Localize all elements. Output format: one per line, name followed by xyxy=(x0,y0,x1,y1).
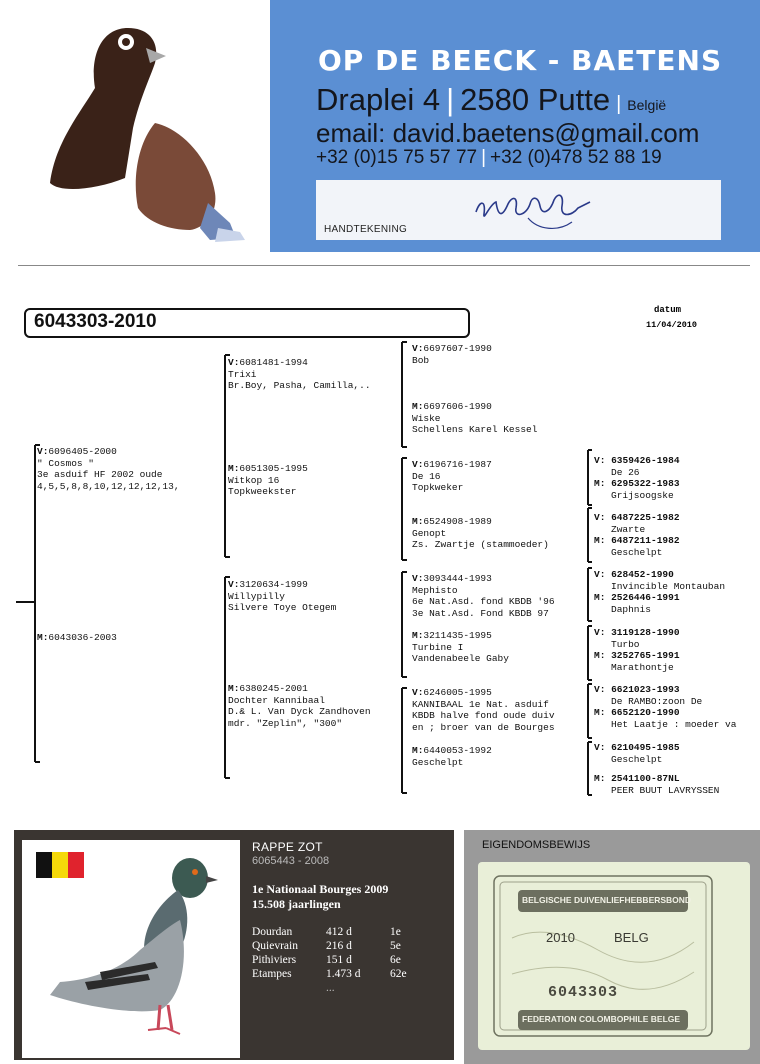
gen2-line: Dochter Kannibaal xyxy=(228,694,325,706)
gen2-entry xyxy=(228,463,308,498)
gen3-label: V: xyxy=(412,687,424,698)
certificate-org-top: BELGISCHE DUIVENLIEFHEBBERSBOND xyxy=(522,895,692,905)
gen3-entry xyxy=(412,745,492,768)
gen3-label: V: xyxy=(412,573,424,584)
gen4-sire-name: De 26 xyxy=(611,466,640,478)
gen3-line: Genopt xyxy=(412,527,447,539)
gen4-dam: M: 2526446-1991 xyxy=(594,592,680,603)
gen3-line: en ; broer van de Bourges xyxy=(412,721,555,733)
gen2-line: Willypilly xyxy=(228,590,286,602)
gen3-line: De 16 xyxy=(412,470,441,482)
country: België xyxy=(627,97,667,113)
dam-ring: 6043036-2003 xyxy=(48,632,117,643)
featured-title: 1e Nationaal Bourges 2009 xyxy=(252,882,389,896)
street: Draplei 4 xyxy=(316,82,441,117)
phone-1: +32 (0)15 75 57 77 xyxy=(316,147,478,168)
gen3-entry xyxy=(412,630,509,665)
sire-entry xyxy=(37,446,180,492)
gen3-entry xyxy=(412,687,555,733)
gen4-sire: V: 6621023-1993 xyxy=(594,684,680,695)
phone-2: +32 (0)478 52 88 19 xyxy=(490,147,662,168)
result-place: 62e xyxy=(390,968,407,980)
email-line: email: david.baetens@gmail.com xyxy=(316,118,700,148)
gen3-ring: 6524908-1989 xyxy=(423,516,492,527)
gen4-pair xyxy=(594,742,719,796)
gen4-pair xyxy=(594,627,680,673)
gen2-line: D.& L. Van Dyck Zandhoven xyxy=(228,706,371,717)
gen4-sire: V: 3119128-1990 xyxy=(594,627,680,638)
gen2-ring: 6051305-1995 xyxy=(239,463,308,474)
gen3-line: Zs. Zwartje (stammoeder) xyxy=(412,539,549,550)
result-more: ... xyxy=(326,982,335,994)
gen3-line: KANNIBAAL 1e Nat. asduif xyxy=(412,698,549,710)
gen3-label: M: xyxy=(412,630,424,641)
gen3-line: 6e Nat.Asd. fond KBDB '96 xyxy=(412,596,555,607)
result-race: Pithiviers xyxy=(252,954,297,966)
pigeon-photo-icon xyxy=(40,850,235,1040)
gen3-line: Bob xyxy=(412,354,430,366)
gen4-pair xyxy=(594,569,725,615)
pedigree-ring-number: 6043303-2010 xyxy=(34,311,157,332)
gen2-line: Trixi xyxy=(228,368,257,380)
result-distance: 151 d xyxy=(326,954,352,966)
dam-entry xyxy=(37,632,117,644)
result-distance: 1.473 d xyxy=(326,968,361,980)
gen2-entry xyxy=(228,357,371,392)
phone-line: +32 (0)15 75 57 77 | +32 (0)478 52 88 19 xyxy=(316,147,662,168)
gen4-pair xyxy=(594,512,680,558)
gen4-pair xyxy=(594,684,736,730)
sire-ring: 6096405-2000 xyxy=(48,446,117,457)
result-race: Etampes xyxy=(252,968,292,980)
gen4-dam: M: 6652120-1990 xyxy=(594,707,680,718)
gen3-line: Mephisto xyxy=(412,584,458,596)
gen3-label: M: xyxy=(412,516,424,527)
gen4-dam-name: Het Laatje : moeder va xyxy=(611,718,737,730)
gen4-pair xyxy=(594,455,680,501)
ownership-label: EIGENDOMSBEWIJS xyxy=(482,839,591,851)
sire-name: " Cosmos " xyxy=(37,457,95,469)
gen3-line: Geschelpt xyxy=(412,756,464,768)
gen3-label: V: xyxy=(412,343,424,354)
gen4-dam: M: 6487211-1982 xyxy=(594,535,680,546)
gen2-line: mdr. "Zeplin", "300" xyxy=(228,717,343,729)
certificate-org-bottom: FEDERATION COLOMBOPHILE BELGE xyxy=(522,1014,681,1024)
gen3-line: KBDB halve fond oude duiv xyxy=(412,710,555,721)
gen3-line: Vandenabeele Gaby xyxy=(412,653,509,664)
result-place: 6e xyxy=(390,954,401,966)
breeder-name: OP DE BEECK - BAETENS xyxy=(318,44,723,77)
result-place: 5e xyxy=(390,940,401,952)
gen3-ring: 6697607-1990 xyxy=(423,343,492,354)
gen4-sire: V: 6210495-1985 xyxy=(594,742,680,753)
gen3-line: Schellens Karel Kessel xyxy=(412,424,538,435)
gen4-dam: M: 2541100-87NL xyxy=(594,773,680,784)
gen3-ring: 6246005-1995 xyxy=(423,687,492,698)
gen4-dam: M: 6295322-1983 xyxy=(594,478,680,489)
datum-value: 11/04/2010 xyxy=(646,320,698,330)
certificate-ring: 6043303 xyxy=(548,984,619,1001)
gen2-label: M: xyxy=(228,683,240,694)
gen2-label: M: xyxy=(228,463,240,474)
datum-label: datum xyxy=(654,305,682,315)
gen2-entry xyxy=(228,683,371,729)
gen4-sire: V: 6487225-1982 xyxy=(594,512,680,523)
gen3-ring: 6440053-1992 xyxy=(423,745,492,756)
gen2-line: Witkop 16 xyxy=(228,474,280,486)
gen3-line: Topkweker xyxy=(412,482,464,493)
gen4-sire-name: Invincible Montauban xyxy=(611,580,726,592)
gen3-label: M: xyxy=(412,745,424,756)
gen4-dam-name: Marathontje xyxy=(611,661,674,673)
certificate-country: BELG xyxy=(614,930,649,945)
gen3-ring: 3211435-1995 xyxy=(423,630,492,641)
signature-label: HANDTEKENING xyxy=(324,224,408,235)
gen4-sire-name: Geschelpt xyxy=(611,753,663,765)
gen4-sire: V: 6359426-1984 xyxy=(594,455,680,466)
gen3-entry xyxy=(412,516,549,551)
gen4-dam-name: Grijsoogske xyxy=(611,489,674,501)
gen3-line: Turbine I xyxy=(412,641,464,653)
gen2-line: Br.Boy, Pasha, Camilla,.. xyxy=(228,380,371,391)
gen3-ring: 3093444-1993 xyxy=(423,573,492,584)
result-distance: 412 d xyxy=(326,926,352,938)
result-place: 1e xyxy=(390,926,401,938)
gen2-line: Topkweekster xyxy=(228,486,297,497)
gen4-dam: M: 3252765-1991 xyxy=(594,650,680,661)
gen3-label: M: xyxy=(412,401,424,412)
featured-bird-ring: 6065443 - 2008 xyxy=(252,855,330,867)
sire-label: V: xyxy=(37,446,49,457)
gen4-dam-name: Geschelpt xyxy=(611,546,663,558)
gen4-sire-name: De RAMBO:zoon De xyxy=(611,695,703,707)
gen3-label: V: xyxy=(412,459,424,470)
gen2-ring: 6081481-1994 xyxy=(239,357,308,368)
gen3-line: Wiske xyxy=(412,412,441,424)
gen3-entry xyxy=(412,459,492,494)
result-race: Dourdan xyxy=(252,926,293,938)
dam-label: M: xyxy=(37,632,49,643)
gen3-line: 3e Nat.Asd. Fond KBDB 97 xyxy=(412,607,549,619)
gen2-label: V: xyxy=(228,579,240,590)
result-race: Quievrain xyxy=(252,940,298,952)
gen3-entry xyxy=(412,343,492,366)
gen2-label: V: xyxy=(228,357,240,368)
gen4-dam-name: Daphnis xyxy=(611,603,651,615)
gen3-entry xyxy=(412,573,555,619)
certificate-year: 2010 xyxy=(546,930,575,945)
gen2-ring: 3120634-1999 xyxy=(239,579,308,590)
result-distance: 216 d xyxy=(326,940,352,952)
gen4-dam-name: PEER BUUT LAVRYSSEN xyxy=(611,784,720,796)
gen3-ring: 6196716-1987 xyxy=(423,459,492,470)
sire-note: 4,5,5,8,8,10,12,12,12,13, xyxy=(37,480,180,492)
gen2-ring: 6380245-2001 xyxy=(239,683,308,694)
gen4-sire: V: 628452-1990 xyxy=(594,569,674,580)
address-line: Draplei 4 | 2580 Putte | België xyxy=(316,82,667,117)
gen4-sire-name: Turbo xyxy=(611,638,640,650)
gen3-entry xyxy=(412,401,537,436)
featured-subtitle: 15.508 jaarlingen xyxy=(252,897,341,911)
featured-bird-name: RAPPE ZOT xyxy=(252,840,323,854)
gen2-line: Silvere Toye Otegem xyxy=(228,602,337,613)
gen4-sire-name: Zwarte xyxy=(611,523,646,535)
city: 2580 Putte xyxy=(460,82,611,117)
gen3-ring: 6697606-1990 xyxy=(423,401,492,412)
gen2-entry xyxy=(228,579,336,614)
sire-note: 3e asduif HF 2002 oude xyxy=(37,469,163,480)
